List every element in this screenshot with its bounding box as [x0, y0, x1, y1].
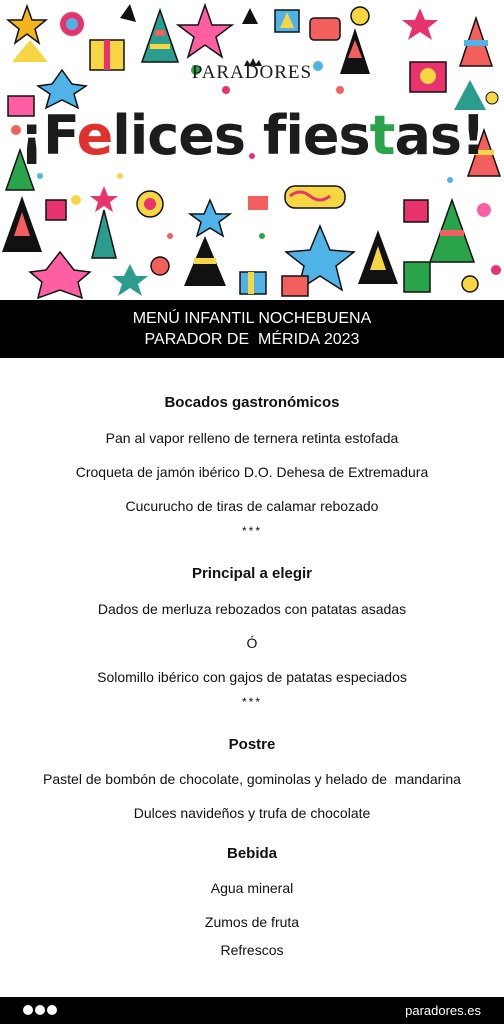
festive-banner	[0, 0, 504, 300]
facebook-icon[interactable]	[23, 1005, 33, 1015]
menu-item: Cucurucho de tiras de calamar rebozado	[125, 498, 379, 514]
twitter-icon[interactable]	[35, 1005, 45, 1015]
section-heading-bocados: Bocados gastronómicos	[164, 394, 340, 411]
section-heading-postre: Postre	[228, 736, 276, 753]
menu-item: Pastel de bombón de chocolate, gominolas y helado de mandarina	[43, 771, 461, 787]
greeting-part-red: e	[76, 104, 113, 167]
menu-title-bar	[0, 300, 504, 358]
menu-item: Solomillo ibérico con gajos de patatas especiados	[97, 669, 407, 685]
menu-title-line-1: MENÚ INFANTIL NOCHEBUENA	[132, 310, 372, 327]
section-separator: ***	[241, 524, 262, 538]
menu-title-line-2: PARADOR DE MÉRIDA 2023	[144, 331, 360, 348]
menu-item: Pan al vapor relleno de ternera retinta estofada	[105, 430, 399, 446]
footer-bar	[0, 997, 504, 1024]
menu-item: Dulces navideños y trufa de chocolate	[133, 805, 371, 821]
website-link[interactable]: paradores.es	[405, 1003, 481, 1018]
section-separator: ***	[241, 695, 262, 709]
greeting-part: as!	[394, 104, 485, 167]
menu-item: Agua mineral	[210, 880, 294, 896]
greeting-part-green: t	[369, 104, 395, 167]
greeting-part: ¡F	[19, 104, 77, 167]
menu-item: Croqueta de jamón ibérico D.O. Dehesa de Extremadura	[75, 464, 429, 480]
felices-fiestas-greeting	[0, 104, 504, 167]
instagram-icon[interactable]	[47, 1005, 57, 1015]
section-heading-bebida: Bebida	[226, 845, 277, 862]
menu-item: Refrescos	[220, 942, 284, 958]
paradores-brand: PARADORES	[191, 62, 313, 83]
menu-item: Zumos de fruta	[204, 914, 300, 930]
menu-item: Dados de merluza rebozados con patatas asadas	[97, 601, 407, 617]
social-links	[23, 1005, 57, 1015]
greeting-part: lices fies	[112, 104, 370, 167]
section-heading-principal: Principal a elegir	[191, 565, 313, 582]
menu-item-or: Ó	[246, 635, 258, 651]
